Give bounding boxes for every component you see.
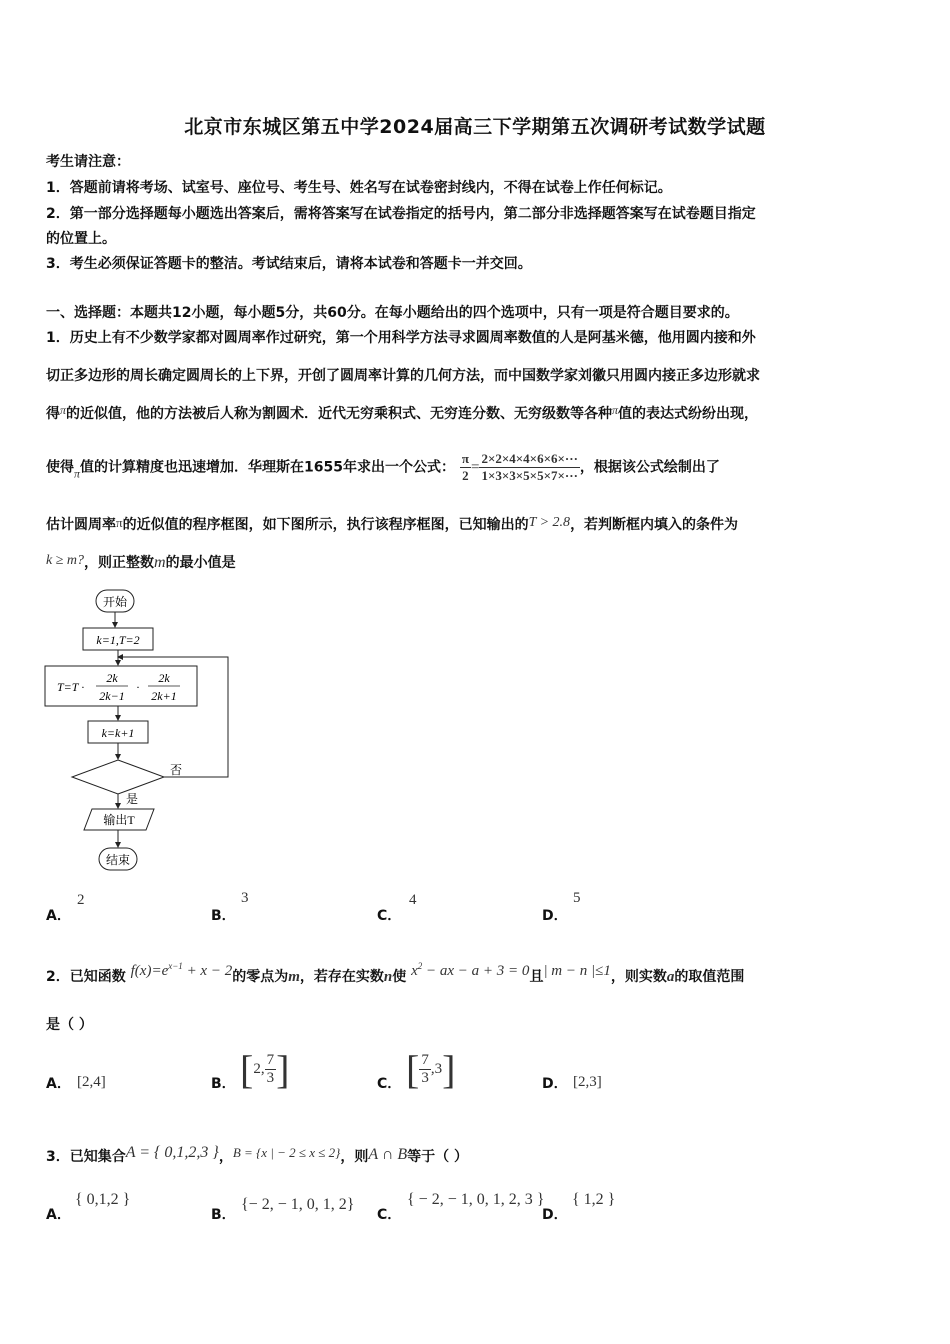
q2-text: 使 — [392, 969, 407, 985]
set-a: A = { 0,1,2,3 } — [125, 1144, 219, 1161]
q2-option-a-value: [2,4] — [77, 1074, 106, 1090]
q2-text: ，则实数 — [610, 969, 667, 985]
q2-abs-condition: | m − n |≤1 — [543, 963, 611, 979]
q1-line-2: 切正多边形的周长确定圆周长的上下界，开创了圆周率计算的几何方法，而中国数学家刘徽只用圆内接正多边形就求 — [46, 368, 760, 384]
q2-option-b-value: [2, $\frac{7}{3}$ ] — [240, 1047, 290, 1092]
var-n: n — [383, 969, 393, 985]
q2-text: 的取值范围 — [674, 969, 745, 985]
q2-line-2: 是（ ） — [46, 1017, 93, 1033]
q2-option-d-label: D． — [542, 1076, 568, 1092]
flow-frac2-num: 2k — [158, 671, 170, 685]
pi-symbol: π — [116, 515, 123, 530]
flow-frac1-den: 2k−1 — [99, 689, 125, 703]
notice-item-2-cont: 的位置上。 — [46, 231, 116, 247]
q3-option-b-value: {− 2, − 1, 0, 1, 2} — [241, 1196, 355, 1213]
q3-text: 3．已知集合 — [46, 1149, 126, 1165]
q2-text: ，若存在实数 — [299, 969, 384, 985]
q1-text: 估计圆周率 — [46, 517, 116, 533]
q1-option-b-label: B． — [211, 908, 236, 924]
q2-text: 2．已知函数 — [46, 969, 126, 985]
pi-symbol: π — [60, 403, 67, 417]
pi-symbol: π — [612, 403, 619, 417]
q3-text: 等于（ ） — [407, 1149, 469, 1165]
q1-text: 的近似值，他的方法被后人称为割圆术．近代无穷乘积式、无穷连分数、无穷级数等各种 — [66, 406, 613, 422]
q3-option-a-value: { 0,1,2 } — [75, 1191, 131, 1208]
q1-option-c-label: C． — [377, 908, 402, 924]
output-condition: T > 2.8 — [528, 515, 571, 530]
q1-text: 的最小值是 — [165, 555, 236, 571]
q2-option-d-value: [2,3] — [573, 1074, 602, 1090]
flow-decision — [72, 760, 164, 794]
q2-option-c-label: C． — [377, 1076, 402, 1092]
wallis-lhs-fraction: $\frac{\pi}{2}$ — [461, 451, 469, 483]
q2-line-1 — [46, 961, 744, 986]
q1-line-4 — [46, 451, 720, 484]
q1-text: 得 — [46, 406, 60, 422]
q3-option-c-label: C． — [377, 1207, 402, 1223]
q3-option-a-label: A． — [46, 1207, 71, 1223]
q1-text: ，则正整数 — [84, 555, 155, 571]
q1-text: ，根据该公式绘制出了 — [579, 459, 720, 476]
q1-option-a-label: A． — [46, 908, 71, 924]
q3-text: ，则 — [340, 1149, 369, 1165]
q2-text: 且 — [529, 969, 544, 985]
q1-text: 值的计算精度也迅速增加．华理斯在1655年求出一个公式： — [80, 459, 455, 476]
q3-option-d-value: { 1,2 } — [572, 1191, 616, 1208]
q1-option-d-value: 5 — [573, 890, 581, 906]
q3-option-c-value: { − 2, − 1, 0, 1, 2, 3 } — [407, 1191, 545, 1208]
q3-option-d-label: D． — [542, 1207, 568, 1223]
wallis-rhs-fraction: $\frac{2\times 2\times 4\times 4\times 6\times 6\times\cdot\cdot\cdot}{1\times 3\times 3\times 5\times 5\times 7\times\cdot\cdot\cdot}$ — [481, 451, 578, 483]
q1-option-a-value: 2 — [77, 892, 85, 908]
flow-increment-label: k=k+1 — [101, 726, 135, 740]
flowchart — [40, 585, 240, 875]
var-a: a — [666, 969, 675, 985]
notice-item-1: 1．答题前请将考场、试室号、座位号、考生号、姓名写在试卷密封线内，不得在试卷上作任何标记。 — [46, 180, 672, 196]
q1-text: 使得 — [46, 459, 74, 476]
set-b: B = {x | − 2 ≤ x ≤ 2} — [232, 1145, 341, 1160]
flow-yes-label: 是 — [126, 792, 139, 806]
q2-option-a-label: A． — [46, 1076, 71, 1092]
flow-no-label: 否 — [170, 763, 183, 777]
q1-line-3 — [46, 403, 758, 423]
q1-line-1: 1．历史上有不少数学家都对圆周率作过研究，第一个用科学方法寻求圆周率数值的人是阿基米德，他用圆内接和外 — [46, 330, 756, 346]
var-m: m — [154, 554, 166, 571]
q2-text: 的零点为 — [232, 969, 289, 985]
equals-sign: = — [470, 459, 480, 476]
q1-text: 值的表达式纷纷出现， — [618, 406, 759, 422]
judgment-condition: k ≥ m? — [46, 553, 85, 568]
flow-start-label: 开始 — [102, 595, 128, 609]
flow-output-label: 输出T — [103, 813, 135, 827]
var-m: m — [288, 969, 300, 985]
q2-option-c-value: [ $\frac{7}{3}$ ,3] — [406, 1047, 456, 1092]
flow-dot: · — [136, 680, 140, 694]
intersection-expr: A ∩ B — [368, 1146, 408, 1163]
notice-item-3: 3．考生必须保证答题卡的整洁。考试结束后，请将本试卷和答题卡一并交回。 — [46, 256, 532, 272]
q3-line-1 — [46, 1144, 468, 1166]
flow-frac1-num: 2k — [106, 671, 118, 685]
q1-line-6 — [46, 552, 236, 572]
q1-option-b-value: 3 — [241, 890, 249, 906]
pi-symbol: π — [74, 466, 81, 481]
q3-option-b-label: B． — [211, 1207, 236, 1223]
q1-text: ，若判断框内填入的条件为 — [570, 517, 739, 533]
notice-item-2: 2．第一部分选择题每小题选出答案后，需将答案写在试卷指定的括号内，第二部分非选择题答案写在试卷题目指定 — [46, 206, 756, 222]
notice-heading: 考生请注意： — [46, 154, 130, 170]
q1-text: 的近似值的程序框图，如下图所示，执行该程序框图，已知输出的 — [122, 517, 529, 533]
flow-init-label: k=1,T=2 — [96, 633, 140, 647]
q1-line-5 — [46, 514, 738, 534]
q1-option-c-value: 4 — [409, 892, 417, 908]
q3-text: ， — [218, 1149, 233, 1165]
section-heading: 一、选择题：本题共12小题，每小题5分，共60分。在每小题给出的四个选项中，只有一项是符合题目要求的。 — [46, 305, 739, 321]
flow-end-label: 结束 — [105, 853, 131, 867]
q2-equation: $x^2$ − ax − a + 3 = 0 — [411, 961, 530, 979]
q2-function: $f(x)=e^{x-1} + x - 2$ — [130, 961, 233, 979]
q2-option-b-label: B． — [211, 1076, 236, 1092]
flow-assign-lhs: T=T · — [57, 680, 85, 694]
page-title: 北京市东城区第五中学2024届高三下学期第五次调研考试数学试题 — [184, 116, 766, 138]
q1-option-d-label: D． — [542, 908, 568, 924]
flow-frac2-den: 2k+1 — [151, 689, 177, 703]
